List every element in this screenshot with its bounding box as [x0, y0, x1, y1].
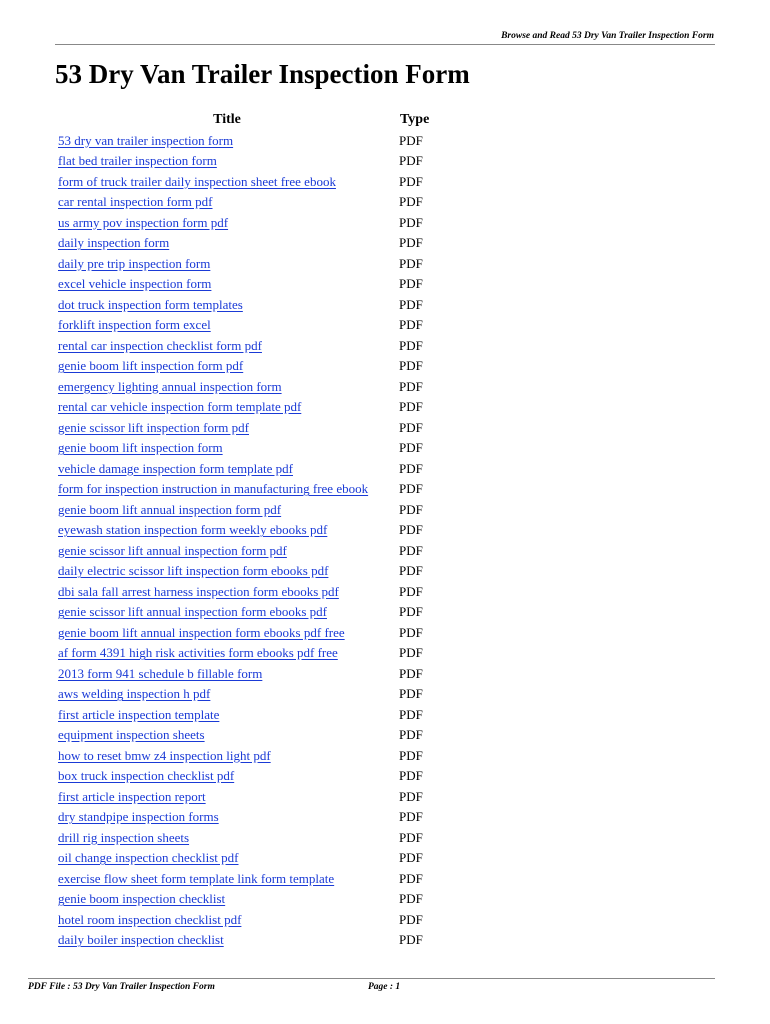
table-row — [55, 397, 429, 418]
type-cell: PDF — [399, 153, 423, 169]
table-row — [55, 623, 429, 644]
type-cell: PDF — [399, 255, 423, 271]
result-link[interactable]: daily boiler inspection checklist — [58, 932, 224, 948]
type-cell: PDF — [399, 583, 423, 599]
table-row — [55, 213, 429, 234]
result-link[interactable]: how to reset bmw z4 inspection light pdf — [58, 747, 271, 763]
result-link[interactable]: 2013 form 941 schedule b fillable form — [58, 665, 263, 681]
table-row — [55, 356, 429, 377]
result-link[interactable]: genie scissor lift annual inspection form pdf — [58, 542, 287, 558]
table-row — [55, 807, 429, 828]
title-cell — [55, 623, 399, 644]
result-link[interactable]: first article inspection report — [58, 788, 206, 804]
type-cell: PDF — [399, 522, 423, 538]
table-row — [55, 910, 429, 931]
type-cell: PDF — [399, 501, 423, 517]
type-cell: PDF — [399, 706, 423, 722]
type-cell: PDF — [399, 276, 423, 292]
table-row — [55, 643, 429, 664]
result-link[interactable]: dbi sala fall arrest harness inspection form ebooks pdf — [58, 583, 339, 599]
table-row — [55, 602, 429, 623]
type-cell: PDF — [399, 481, 423, 497]
column-header-title: Title — [213, 112, 241, 128]
table-row — [55, 930, 429, 951]
type-cell: PDF — [399, 235, 423, 251]
table-row — [55, 500, 429, 521]
title-cell — [55, 479, 399, 500]
table-row — [55, 274, 429, 295]
type-cell: PDF — [399, 604, 423, 620]
title-cell — [55, 807, 399, 828]
table-row — [55, 889, 429, 910]
result-link[interactable]: flat bed trailer inspection form — [58, 153, 217, 169]
result-link[interactable]: genie boom lift annual inspection form pdf — [58, 501, 282, 517]
title-cell — [55, 541, 399, 562]
title-cell — [55, 459, 399, 480]
type-cell: PDF — [399, 809, 423, 825]
title-cell — [55, 889, 399, 910]
type-cell: PDF — [399, 686, 423, 702]
table-row — [55, 746, 429, 767]
table-row — [55, 377, 429, 398]
title-cell — [55, 295, 399, 316]
table-row — [55, 725, 429, 746]
type-cell: PDF — [399, 419, 423, 435]
result-link[interactable]: forklift inspection form excel — [58, 317, 211, 333]
table-header-row — [55, 110, 429, 131]
header-divider — [55, 44, 715, 45]
result-link[interactable]: form of truck trailer daily inspection sheet free ebook — [58, 173, 336, 189]
type-cell: PDF — [399, 399, 423, 415]
type-cell: PDF — [399, 194, 423, 210]
type-cell: PDF — [399, 624, 423, 640]
result-link[interactable]: car rental inspection form pdf — [58, 194, 213, 210]
title-cell — [55, 172, 399, 193]
result-link[interactable]: us army pov inspection form pdf — [58, 214, 229, 230]
type-cell: PDF — [399, 747, 423, 763]
title-cell — [55, 869, 399, 890]
title-cell — [55, 397, 399, 418]
result-link[interactable]: rental car inspection checklist form pdf — [58, 337, 262, 353]
results-table — [55, 110, 429, 951]
type-cell: PDF — [399, 358, 423, 374]
result-link[interactable]: vehicle damage inspection form template pdf — [58, 460, 293, 476]
table-row — [55, 766, 429, 787]
table-row — [55, 151, 429, 172]
title-cell — [55, 438, 399, 459]
type-cell: PDF — [399, 645, 423, 661]
table-row — [55, 520, 429, 541]
title-cell — [55, 233, 399, 254]
title-cell — [55, 602, 399, 623]
title-cell — [55, 315, 399, 336]
column-header-type: Type — [400, 112, 430, 128]
title-cell — [55, 520, 399, 541]
type-cell: PDF — [399, 173, 423, 189]
result-link[interactable]: genie boom lift annual inspection form ebooks pdf free — [58, 624, 345, 640]
title-cell — [55, 705, 399, 726]
table-row — [55, 684, 429, 705]
title-cell — [55, 213, 399, 234]
type-cell: PDF — [399, 727, 423, 743]
type-cell: PDF — [399, 932, 423, 948]
title-cell — [55, 664, 399, 685]
type-cell: PDF — [399, 440, 423, 456]
table-row — [55, 254, 429, 275]
title-cell — [55, 151, 399, 172]
result-link[interactable]: equipment inspection sheets — [58, 727, 205, 743]
title-cell — [55, 828, 399, 849]
type-cell: PDF — [399, 132, 423, 148]
title-cell — [55, 930, 399, 951]
title-cell — [55, 192, 399, 213]
table-row — [55, 828, 429, 849]
type-cell: PDF — [399, 214, 423, 230]
table-row — [55, 459, 429, 480]
result-link[interactable]: daily electric scissor lift inspection form ebooks pdf — [58, 563, 329, 579]
type-cell: PDF — [399, 870, 423, 886]
table-row — [55, 131, 429, 152]
title-cell — [55, 561, 399, 582]
running-header: Browse and Read 53 Dry Van Trailer Inspection Form — [501, 31, 714, 41]
result-link[interactable]: eyewash station inspection form weekly ebooks pdf — [58, 522, 328, 538]
result-link[interactable]: oil change inspection checklist pdf — [58, 850, 239, 866]
table-row — [55, 295, 429, 316]
result-link[interactable]: daily pre trip inspection form — [58, 255, 211, 271]
result-link[interactable]: hotel room inspection checklist pdf — [58, 911, 242, 927]
table-row — [55, 172, 429, 193]
title-cell — [55, 500, 399, 521]
title-cell — [55, 684, 399, 705]
table-row — [55, 315, 429, 336]
type-cell: PDF — [399, 378, 423, 394]
result-link[interactable]: genie boom lift inspection form — [58, 440, 223, 456]
table-row — [55, 848, 429, 869]
result-link[interactable]: daily inspection form — [58, 235, 170, 251]
result-link[interactable]: box truck inspection checklist pdf — [58, 768, 235, 784]
result-link[interactable]: excel vehicle inspection form — [58, 276, 212, 292]
document-title: 53 Dry Van Trailer Inspection Form — [55, 59, 470, 89]
result-link[interactable]: rental car vehicle inspection form template pdf — [58, 399, 302, 415]
title-cell — [55, 274, 399, 295]
table-row — [55, 192, 429, 213]
result-link[interactable]: first article inspection template — [58, 706, 220, 722]
table-row — [55, 418, 429, 439]
result-link[interactable]: aws welding inspection h pdf — [58, 686, 211, 702]
result-link[interactable]: genie boom inspection checklist — [58, 891, 226, 907]
type-cell: PDF — [399, 296, 423, 312]
type-cell: PDF — [399, 460, 423, 476]
result-link[interactable]: genie scissor lift annual inspection form ebooks pdf — [58, 604, 327, 620]
type-cell: PDF — [399, 891, 423, 907]
result-link[interactable]: form for inspection instruction in manufacturing free ebook — [58, 481, 369, 497]
table-row — [55, 336, 429, 357]
result-link[interactable]: emergency lighting annual inspection form — [58, 378, 282, 394]
title-cell — [55, 643, 399, 664]
type-cell: PDF — [399, 788, 423, 804]
title-cell — [55, 725, 399, 746]
table-row — [55, 479, 429, 500]
type-cell: PDF — [399, 911, 423, 927]
type-cell: PDF — [399, 850, 423, 866]
title-cell — [55, 766, 399, 787]
result-link[interactable]: 53 dry van trailer inspection form — [58, 132, 234, 148]
result-link[interactable]: drill rig inspection sheets — [58, 829, 190, 845]
title-cell — [55, 377, 399, 398]
title-cell — [55, 131, 399, 152]
type-cell: PDF — [399, 563, 423, 579]
title-cell — [55, 418, 399, 439]
table-row — [55, 869, 429, 890]
result-link[interactable]: exercise flow sheet form template link form template — [58, 870, 335, 886]
footer-divider — [28, 978, 715, 979]
footer-file-label: PDF File : 53 Dry Van Trailer Inspection Form — [28, 982, 215, 992]
table-body — [55, 131, 429, 951]
result-link[interactable]: dot truck inspection form templates — [58, 296, 243, 312]
type-cell: PDF — [399, 542, 423, 558]
table-row — [55, 541, 429, 562]
title-cell — [55, 356, 399, 377]
table-row — [55, 561, 429, 582]
footer-page-number: Page : 1 — [368, 982, 401, 992]
table-row — [55, 705, 429, 726]
title-cell — [55, 254, 399, 275]
type-cell: PDF — [399, 768, 423, 784]
table-row — [55, 787, 429, 808]
type-cell: PDF — [399, 665, 423, 681]
title-cell — [55, 582, 399, 603]
result-link[interactable]: dry standpipe inspection forms — [58, 809, 219, 825]
result-link[interactable]: genie scissor lift inspection form pdf — [58, 419, 249, 435]
title-cell — [55, 787, 399, 808]
result-link[interactable]: af form 4391 high risk activities form ebooks pdf free — [58, 645, 338, 661]
title-cell — [55, 336, 399, 357]
type-cell: PDF — [399, 829, 423, 845]
table-row — [55, 233, 429, 254]
title-cell — [55, 746, 399, 767]
table-row — [55, 438, 429, 459]
table-row — [55, 582, 429, 603]
type-cell: PDF — [399, 337, 423, 353]
title-cell — [55, 910, 399, 931]
table-row — [55, 664, 429, 685]
type-cell: PDF — [399, 317, 423, 333]
title-cell — [55, 848, 399, 869]
result-link[interactable]: genie boom lift inspection form pdf — [58, 358, 244, 374]
